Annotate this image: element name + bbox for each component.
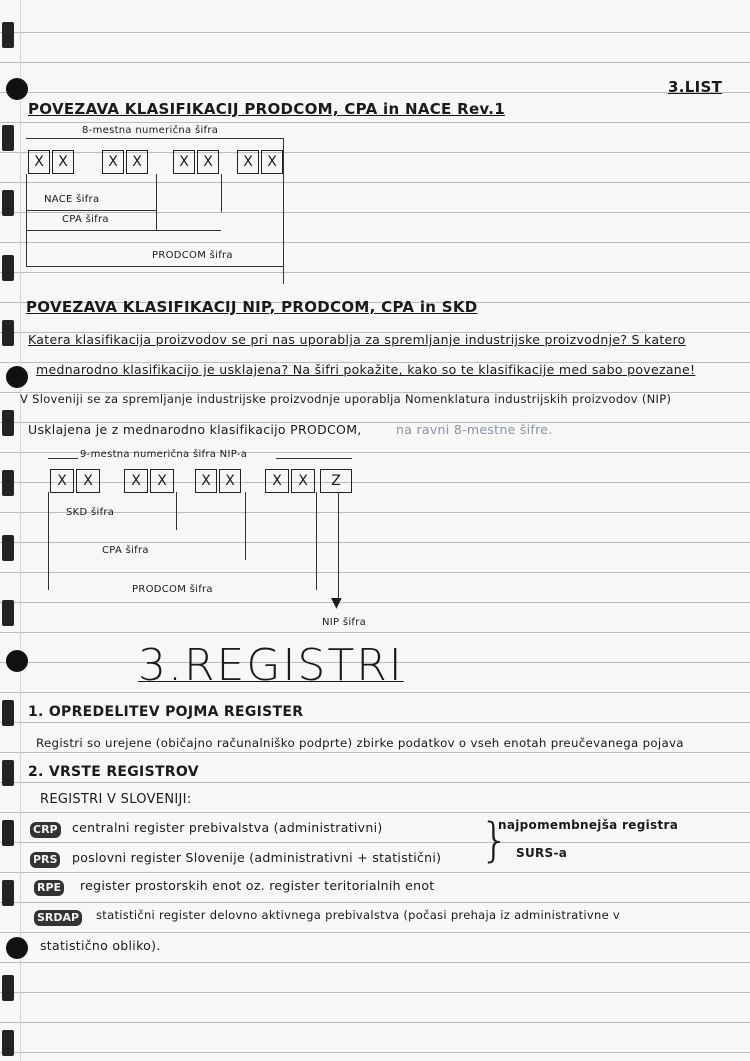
binder-hole <box>2 760 14 786</box>
question-line: mednarodno klasifikacijo je usklajena? Na šifri pokažite, kako so te klasifikacije med sabo povezane! <box>36 362 696 377</box>
section1-title: POVEZAVA KLASIFIKACIJ PRODCOM, CPA in NACE Rev.1 <box>28 100 506 118</box>
question-line: Katera klasifikacija proizvodov se pri nas uporablja za spremljanje industrijske proizvodnje? S katero <box>28 332 686 347</box>
punch-dot <box>6 78 28 100</box>
punch-dot <box>6 937 28 959</box>
code-cell: X <box>265 469 289 493</box>
margin-line <box>20 0 21 1061</box>
code-cell: X <box>237 150 259 174</box>
binder-hole <box>2 820 14 846</box>
code-cell: X <box>219 469 241 493</box>
arrow-down-icon: ▼ <box>331 595 342 611</box>
binder-hole <box>2 320 14 346</box>
section1-code-label: 8-mestna numerična šifra <box>82 125 219 136</box>
binder-hole <box>2 975 14 1001</box>
code-cell: X <box>52 150 74 174</box>
answer-line: Usklajena je z mednarodno klasifikacijo PRODCOM, <box>28 422 362 437</box>
binder-hole <box>2 410 14 436</box>
binder-hole <box>2 125 14 151</box>
code-cell: X <box>261 150 283 174</box>
page-number: 3.LIST <box>668 78 723 96</box>
binder-hole <box>2 470 14 496</box>
brace-icon: } <box>480 813 510 867</box>
sub2-subtitle: REGISTRI V SLOVENIJI: <box>40 792 192 807</box>
code-cell: X <box>291 469 315 493</box>
cpa-label: CPA šifra <box>62 214 109 225</box>
answer-line: V Sloveniji se za spremljanje industrijske proizvodnje uporablja Nomenklatura industrijskih proizvodov (NIP) <box>20 392 672 406</box>
prodcom-label: PRODCOM šifra <box>152 250 233 261</box>
sub1-title: 1. OPREDELITEV POJMA REGISTER <box>28 704 304 720</box>
binder-hole <box>2 255 14 281</box>
binder-hole <box>2 600 14 626</box>
faint-note: na ravni 8-mestne šifre. <box>396 422 553 437</box>
code-cell: Z <box>320 469 352 493</box>
register-tag: RPE <box>34 880 64 896</box>
skd-label: SKD šifra <box>66 507 115 518</box>
code-cell: X <box>173 150 195 174</box>
code-cell: X <box>28 150 50 174</box>
code-cell: X <box>126 150 148 174</box>
binder-hole <box>2 700 14 726</box>
prodcom-label: PRODCOM šifra <box>132 584 213 595</box>
nip-label: NIP šifra <box>322 617 367 628</box>
section2-code-label: 9-mestna numerična šifra NIP-a <box>80 449 248 460</box>
code-cell: X <box>197 150 219 174</box>
sub1-text: Registri so urejene (običajno računalniško podprte) zbirke podatkov o vseh enotah preučevanega pojava <box>36 736 684 750</box>
code-cell: X <box>150 469 174 493</box>
binder-hole <box>2 22 14 48</box>
punch-dot <box>6 366 28 388</box>
register-item: centralni register prebivalstva (administrativni) <box>72 820 383 835</box>
binder-hole <box>2 190 14 216</box>
register-item-continuation: statistično obliko). <box>40 938 161 953</box>
code-cell: X <box>102 150 124 174</box>
cpa-label: CPA šifra <box>102 545 149 556</box>
nace-label: NACE šifra <box>44 194 100 205</box>
chapter-title: 3.REGISTRI <box>138 640 404 691</box>
code-cell: X <box>124 469 148 493</box>
register-item: statistični register delovno aktivnega prebivalstva (počasi prehaja iz administrativne v <box>96 908 621 922</box>
register-tag: CRP <box>30 822 61 838</box>
binder-hole <box>2 1030 14 1056</box>
register-item: poslovni register Slovenije (administrativni + statistični) <box>72 850 442 865</box>
punch-dot <box>6 650 28 672</box>
code-cell: X <box>195 469 217 493</box>
register-item: register prostorskih enot oz. register teritorialnih enot <box>80 878 435 893</box>
binder-hole <box>2 535 14 561</box>
register-tag: PRS <box>30 852 60 868</box>
brace-note: najpomembnejša registra <box>498 818 679 832</box>
sub2-title: 2. VRSTE REGISTROV <box>28 764 199 780</box>
brace-note: SURS-a <box>516 846 568 860</box>
register-tag: SRDAP <box>34 910 82 926</box>
section2-title: POVEZAVA KLASIFIKACIJ NIP, PRODCOM, CPA in SKD <box>26 298 478 316</box>
code-cell: X <box>50 469 74 493</box>
binder-hole <box>2 880 14 906</box>
code-cell: X <box>76 469 100 493</box>
